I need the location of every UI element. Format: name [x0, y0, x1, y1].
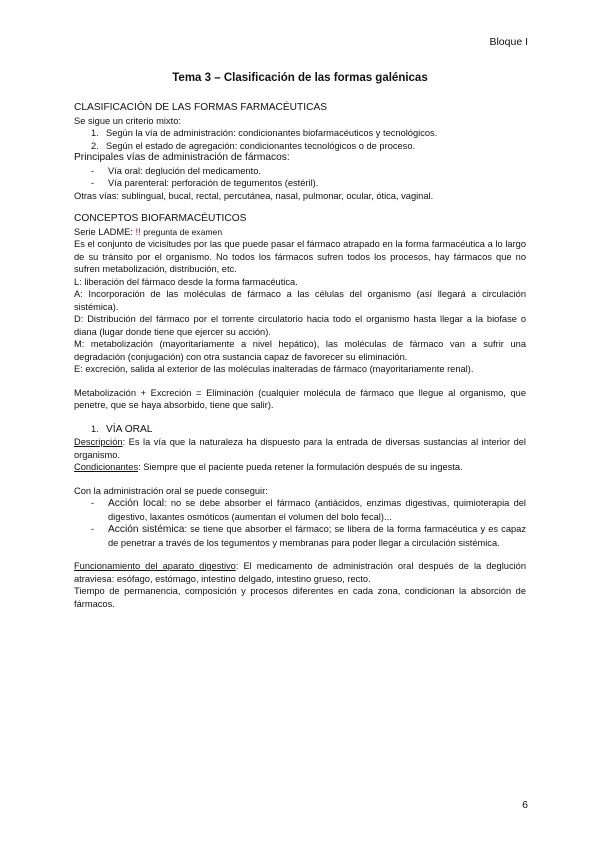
ladme-a: A: Incorporación de las moléculas de fármaco a las células del organismo (así llegará a circulación sistémica).: [74, 289, 526, 312]
action-text: : no se debe absorber el fármaco (antiácidos, enzimas digestivas, quimioterapia del digestivo, laxantes osmóticos (aumentan el volumen del bolo fecal)...: [108, 498, 526, 522]
action-text: : se tiene que absorber el fármaco; se libera de la forma farmacéutica y es capaz de penetrar a través de los tegumentos y membranas para poder llegar a circulación sistémica.: [108, 524, 526, 548]
other-routes: Otras vías: sublingual, bucal, rectal, percutánea, nasal, pulmonar, ocular, ótica, vaginal.: [74, 190, 434, 201]
criteria-intro: Se sigue un criterio mixto:: [74, 115, 181, 126]
elimination-paragraph: Metabolización + Excreción = Eliminación (cualquier molécula de fármaco que llegue al organismo, que penetre, que se haya absorbido, tiene que salir).: [74, 387, 526, 410]
achieve-intro: Con la administración oral se puede conseguir:: [74, 485, 268, 496]
list-item: [74, 497, 526, 523]
action-label: Acción sistémica: [108, 524, 185, 535]
list-item: [74, 165, 526, 178]
list-item: [74, 423, 526, 437]
list-item-text: Según el estado de agregación: condicionantes tecnológicos o de proceso.: [106, 140, 416, 151]
descripcion-paragraph: [74, 436, 526, 461]
exam-note: pregunta de examen: [143, 226, 223, 237]
ladme-m: M: metabolización (mayoritariamente a nivel hepático), las moléculas de fármaco van a sufrir una degradación (conjugación) con otra sustancia capaz de favorecer su eliminación.: [74, 339, 526, 362]
ladme-label: Serie LADME:: [74, 226, 133, 237]
ladme-l: L: liberación del fármaco desde la forma farmacéutica.: [74, 276, 298, 287]
action-label: Acción local: [108, 498, 165, 509]
permanencia-paragraph: Tiempo de permanencia, composición y procesos diferentes en cada zona, condicionan la absorción de fármacos.: [74, 586, 526, 609]
list-marker: -: [91, 498, 95, 508]
routes-list: [74, 165, 526, 190]
ladme-d: D: Distribución del fármaco por el torrente circulatorio hacia todo el organismo hasta llegar a la biofase o diana (lugar donde tiene que ejercer su acción).: [74, 314, 526, 337]
section-heading-clasificacion: CLASIFICACIÓN DE LAS FORMAS FARMACÉUTICAS: [74, 102, 328, 113]
list-marker: 2.: [91, 140, 99, 151]
list-item: [74, 140, 526, 153]
page-number: 6: [522, 799, 528, 811]
list-marker: -: [91, 524, 95, 534]
condicionantes-label: Condicionantes: [74, 462, 139, 472]
list-marker: -: [91, 165, 95, 176]
list-marker: 1.: [91, 128, 99, 138]
funcionamiento-label: Funcionamiento del aparato digestivo: [74, 561, 236, 571]
list-item: [74, 177, 526, 190]
funcionamiento-paragraph: [74, 560, 526, 585]
list-marker: -: [91, 178, 95, 188]
header-block-label: Bloque I: [489, 36, 528, 48]
ladme-e: E: excreción, salida al exterior de las moléculas inalteradas de fármaco (mayoritariamente renal).: [74, 364, 474, 374]
list-item-text: Vía oral: deglución del medicamento.: [108, 165, 261, 176]
condicionantes-paragraph: [74, 461, 526, 474]
list-item: [74, 127, 526, 140]
descripcion-text: : Es la vía que la naturaleza ha dispuesto para la entrada de diversas sustancias al interior del organismo.: [74, 437, 526, 460]
funcionamiento-text: : El medicamento de administración oral después de la deglución atraviesa: esófago, estómago, intestino delgado, intestino grueso, recto.: [74, 561, 526, 584]
criteria-list: [74, 127, 526, 152]
list-item: [74, 523, 526, 549]
page-title: Tema 3 – Clasificación de las formas galénicas: [172, 72, 428, 84]
section-heading-conceptos: CONCEPTOS BIOFARMACÉUTICOS: [74, 213, 247, 224]
section-heading-via-oral: [74, 423, 526, 437]
ladme-line: [74, 226, 526, 239]
routes-intro: Principales vías de administración de fármacos:: [74, 152, 290, 163]
ladme-paragraph: Es el conjunto de vicisitudes por las que puede pasar el fármaco atrapado en la forma farmacéutica a lo largo de su tránsito por el organismo. No todos los fármacos sufren todos los procesos, hay fármacos que no sufren metabolización, distribución, etc.: [74, 239, 526, 274]
list-marker: 1.: [91, 423, 99, 434]
exam-mark: !!: [135, 226, 141, 237]
actions-list: [74, 497, 526, 549]
section-heading-text: VÍA ORAL: [106, 423, 153, 435]
document-body: [74, 72, 526, 610]
condicionantes-text: : Siempre que el paciente pueda retener la formulación después de su ingesta.: [138, 462, 463, 472]
list-item-text: Según la vía de administración: condicionantes biofarmacéuticos y tecnológicos.: [106, 128, 438, 138]
list-item-text: Vía parenteral: perforación de tegumentos (estéril).: [108, 178, 319, 188]
descripcion-label: Descripción: [74, 437, 123, 447]
